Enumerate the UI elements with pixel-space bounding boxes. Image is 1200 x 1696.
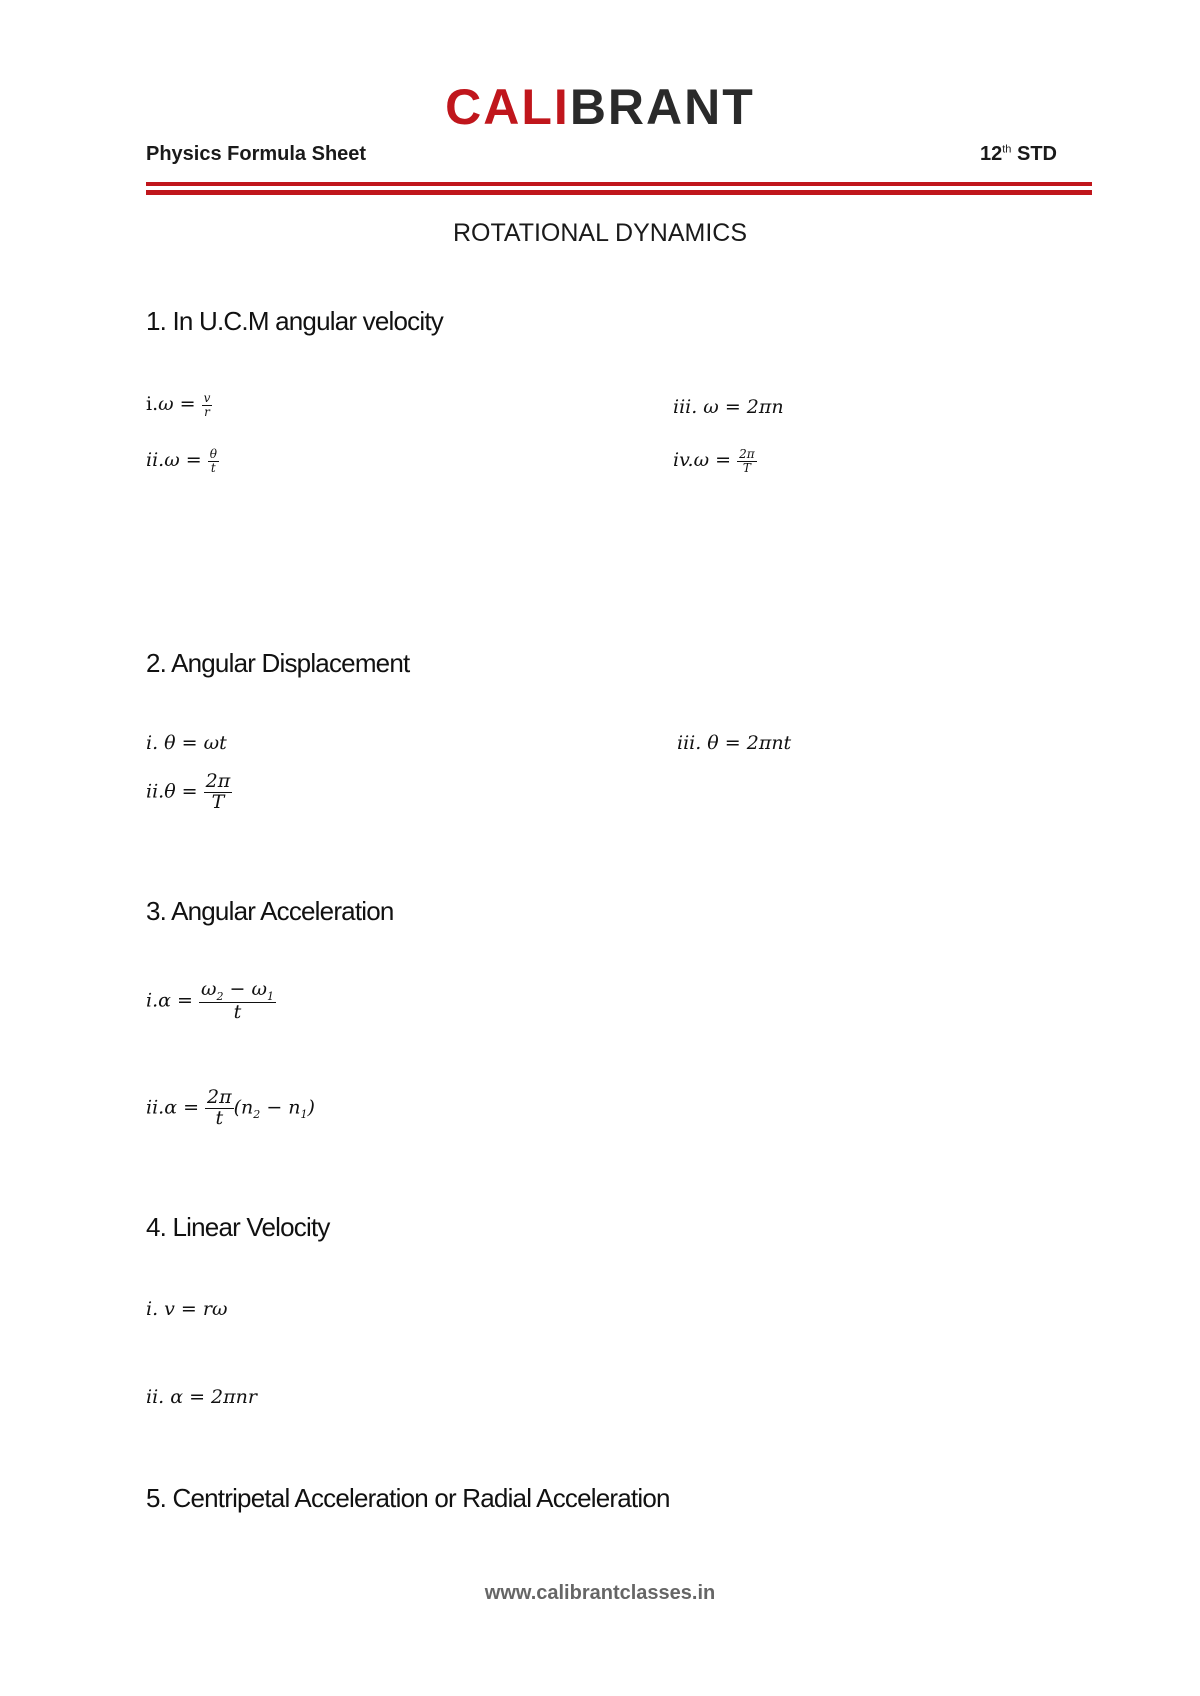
footer-website[interactable]: www.calibrantclasses.in [484,1582,716,1604]
formula-2-i: i. θ = ωt [146,732,227,754]
formula-4-ii: ii. α = 2πnr [146,1386,257,1408]
section-2-heading: 2. Angular Displacement [146,648,410,678]
section-1-heading: 1. In U.C.M angular velocity [146,306,443,336]
brand-logo-part2: BRANT [569,79,755,135]
section-4-heading: 4. Linear Velocity [146,1212,330,1242]
grade-number: 12 [980,143,1003,165]
section-5-heading: 5. Centripetal Acceleration or Radial Acceleration [146,1483,670,1513]
brand-logo-part1: CALI [445,79,570,135]
formula-1-iv: iv.ω = $\frac{2\pi}{T}$ [673,447,755,475]
formula-1-iii: iii. ω = 2πn [673,396,784,418]
section-3-heading: 3. Angular Acceleration [146,896,394,926]
formula-1-ii: ii.ω = $\frac{\theta}{t}$ [146,447,217,475]
formula-2-ii: ii.θ = $\frac{2\pi}{T}$ [146,770,231,813]
grade-ordinal: th [1002,143,1012,156]
brand-logo [0,79,1200,135]
formula-1-i: i.ω = $\frac{v}{r}$ [146,391,211,419]
formula-4-i: i. v = rω [146,1298,228,1320]
header-divider-bottom [146,190,1092,195]
formula-3-i: i.α = $\frac{\omega_2 - \omega_1}{t}$ [146,978,274,1024]
header-divider-top [146,182,1092,186]
sheet-subject: Physics Formula Sheet [146,143,367,165]
grade-suffix: STD [1011,143,1057,165]
sheet-grade [980,143,1057,166]
formula-3-ii: ii.α = $\frac{2\pi}{t}$ $(n_2 - n_1)$ [146,1086,315,1129]
page-title: ROTATIONAL DYNAMICS [452,219,747,247]
formula-2-iii: iii. θ = 2πnt [677,732,792,754]
